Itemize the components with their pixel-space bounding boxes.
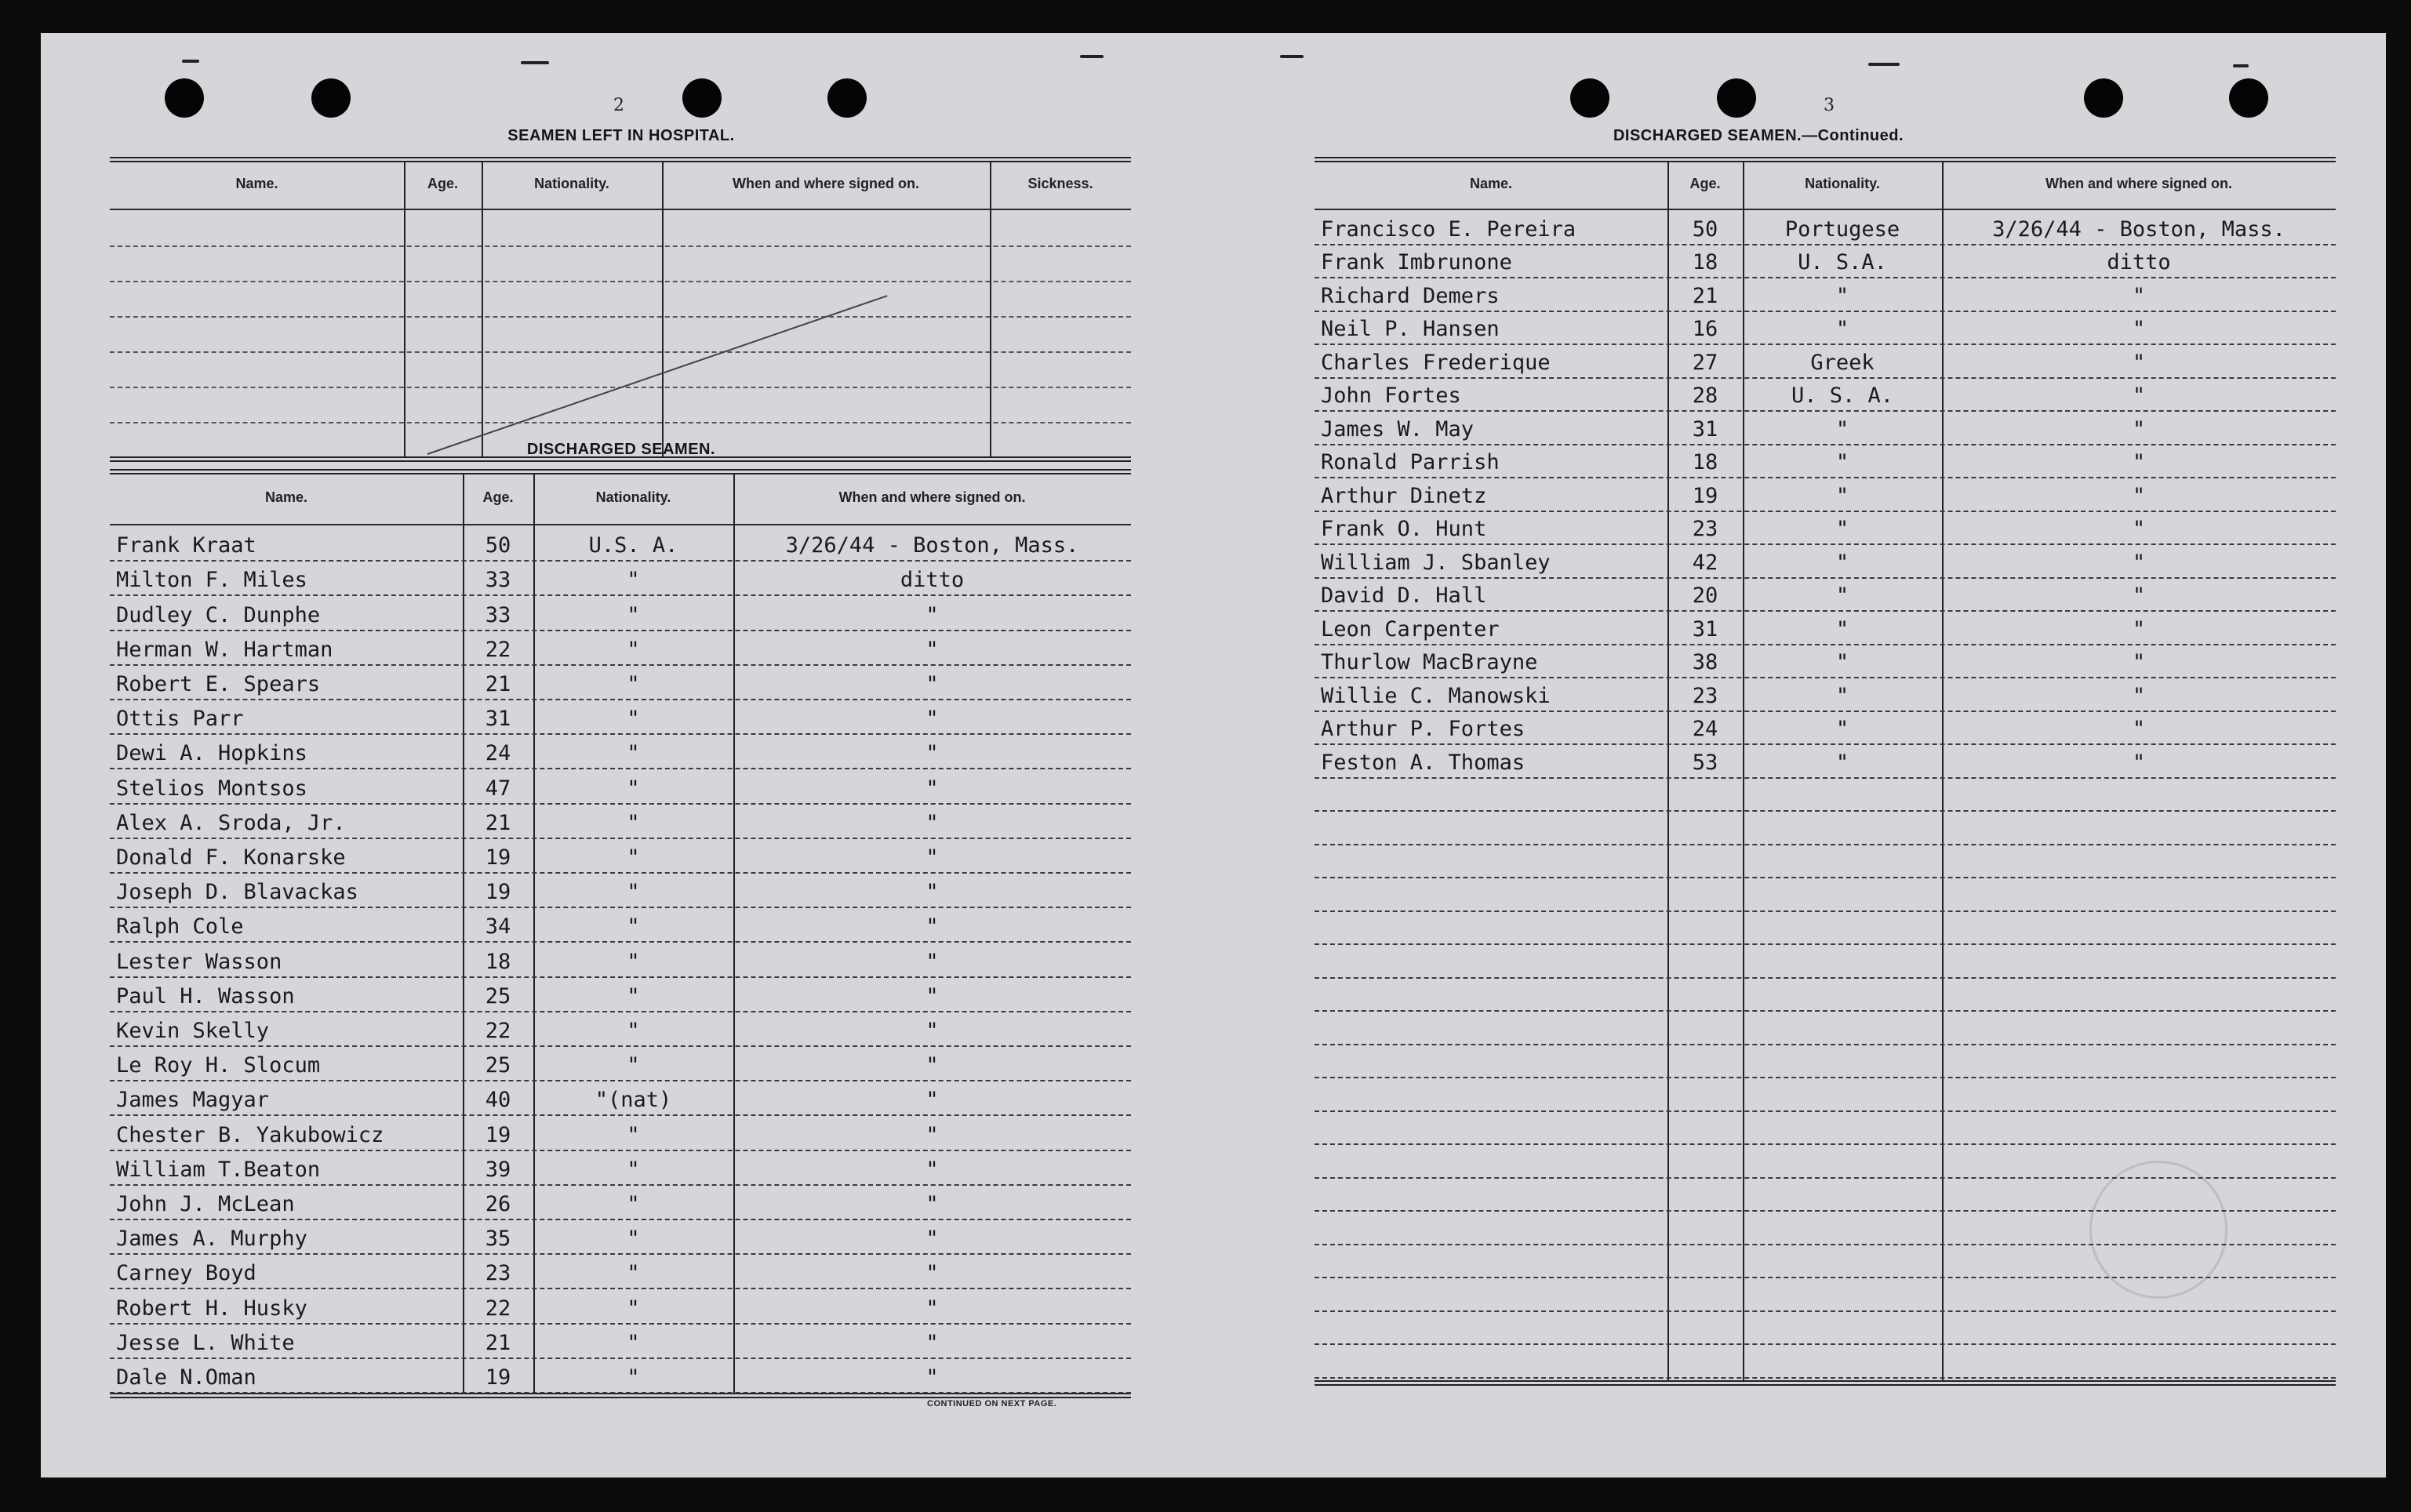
table-row <box>110 1219 1131 1255</box>
table-row <box>1315 410 2336 445</box>
col-header-signed-on: When and where signed on. <box>838 489 1026 505</box>
seaman-signed-on: " <box>2132 283 2146 308</box>
table-row <box>1315 844 2336 879</box>
seaman-name: Ronald Parrish <box>1321 450 1500 474</box>
table-row <box>110 1253 1131 1289</box>
table-row <box>110 1011 1131 1047</box>
table-row <box>1315 1044 2336 1079</box>
table-row <box>110 1150 1131 1186</box>
seaman-nationality: U. S.A. <box>1798 250 1887 274</box>
seaman-nationality: " <box>1835 683 1849 708</box>
table-row <box>1315 810 2336 845</box>
seaman-nationality: " <box>627 776 640 801</box>
seaman-age: 35 <box>485 1227 511 1252</box>
table-row <box>1315 377 2336 413</box>
seaman-name: James A. Murphy <box>116 1227 307 1252</box>
seaman-age: 23 <box>1692 517 1718 541</box>
col-header-name: Name. <box>235 176 278 191</box>
table-row <box>1315 777 2336 812</box>
seaman-age: 21 <box>485 1330 511 1355</box>
punch-hole-icon <box>2084 78 2123 118</box>
table-row <box>1315 610 2336 645</box>
seaman-nationality: U.S. A. <box>588 533 678 558</box>
seaman-nationality: " <box>1835 416 1849 442</box>
seaman-age: 24 <box>485 741 511 766</box>
seaman-nationality: " <box>627 741 640 766</box>
table-row <box>110 1080 1131 1116</box>
seaman-signed-on: " <box>925 637 939 662</box>
table-rule <box>110 1393 1131 1398</box>
seaman-signed-on: " <box>2132 517 2146 541</box>
ink-speck <box>1868 63 1900 66</box>
seaman-nationality: " <box>1835 450 1849 474</box>
column-divider <box>662 162 664 458</box>
seaman-age: 33 <box>485 568 511 593</box>
seaman-nationality: " <box>1835 650 1849 674</box>
discharged-continued-title: DISCHARGED SEAMEN.—Continued. <box>1613 127 1904 144</box>
table-row <box>1315 277 2336 312</box>
seaman-age: 21 <box>1692 283 1718 308</box>
seaman-age: 19 <box>485 1122 511 1147</box>
seaman-nationality: " <box>627 1053 640 1078</box>
seaman-age: 19 <box>485 1365 511 1390</box>
table-row <box>1315 210 2336 245</box>
seaman-signed-on: " <box>925 1088 939 1113</box>
seaman-signed-on: " <box>2132 550 2146 575</box>
table-rule <box>110 157 1131 162</box>
seaman-nationality: " <box>627 949 640 974</box>
seaman-signed-on: 3/26/44 - Boston, Mass. <box>785 533 1079 558</box>
seaman-name: Alex A. Sroda, Jr. <box>116 810 346 835</box>
seaman-nationality: " <box>627 845 640 870</box>
seaman-name: Ralph Cole <box>116 914 244 940</box>
table-row <box>110 664 1131 700</box>
seaman-nationality: " <box>627 568 640 593</box>
seaman-age: 42 <box>1692 550 1718 575</box>
table-row <box>110 1358 1131 1394</box>
seaman-nationality: " <box>627 707 640 732</box>
seaman-nationality: " <box>627 1296 640 1321</box>
table-row <box>1315 1310 2336 1346</box>
table-row <box>1315 743 2336 779</box>
table-row <box>1315 1143 2336 1179</box>
seaman-nationality: " <box>627 1122 640 1147</box>
table-row <box>1315 1177 2336 1212</box>
punch-hole-icon <box>2229 78 2268 118</box>
seaman-name: Dale N.Oman <box>116 1365 256 1390</box>
table-row <box>1315 343 2336 379</box>
table-row <box>1315 711 2336 746</box>
seaman-age: 18 <box>1692 450 1718 474</box>
table-row <box>1315 677 2336 712</box>
seaman-name: David D. Hall <box>1321 583 1487 608</box>
seaman-name: Dewi A. Hopkins <box>116 741 307 766</box>
punch-hole-icon <box>827 78 867 118</box>
seaman-nationality: " <box>627 602 640 627</box>
table-row <box>110 872 1131 908</box>
seaman-age: 28 <box>1692 383 1718 408</box>
seaman-name: William T.Beaton <box>116 1157 321 1182</box>
seaman-name: Frank Imbrunone <box>1321 250 1512 274</box>
seaman-age: 26 <box>485 1191 511 1216</box>
table-row <box>1315 543 2336 579</box>
seaman-name: Feston A. Thomas <box>1321 750 1526 775</box>
seaman-name: Joseph D. Blavackas <box>116 880 358 905</box>
seaman-name: Frank Kraat <box>116 533 256 558</box>
col-header-name: Name. <box>264 489 308 505</box>
table-row <box>110 976 1131 1012</box>
seaman-signed-on: 3/26/44 - Boston, Mass. <box>1992 216 2286 242</box>
table-row <box>1315 577 2336 612</box>
seaman-name: Robert H. Husky <box>116 1296 307 1321</box>
seaman-age: 23 <box>1692 683 1718 708</box>
seaman-name: Chester B. Yakubowicz <box>116 1122 384 1147</box>
seaman-name: Herman W. Hartman <box>116 637 333 662</box>
seaman-name: Arthur P. Fortes <box>1321 717 1526 741</box>
table-row <box>1315 1244 2336 1279</box>
seaman-name: Dudley C. Dunphe <box>116 602 321 627</box>
seaman-age: 25 <box>485 1053 511 1078</box>
seaman-name: Milton F. Miles <box>116 568 307 593</box>
table-row <box>1315 244 2336 279</box>
table-row <box>1315 877 2336 912</box>
seaman-signed-on: " <box>925 810 939 835</box>
seaman-signed-on: " <box>2132 450 2146 474</box>
table-row <box>110 768 1131 804</box>
col-header-signed-on: When and where signed on. <box>732 176 920 191</box>
table-row <box>110 1288 1131 1324</box>
seaman-age: 24 <box>1692 717 1718 741</box>
seaman-nationality: "(nat) <box>595 1088 672 1113</box>
seaman-nationality: " <box>1835 517 1849 541</box>
table-row <box>110 699 1131 735</box>
table-row <box>1315 977 2336 1012</box>
col-header-age: Age. <box>427 176 458 191</box>
column-divider <box>482 162 483 458</box>
seaman-name: John Fortes <box>1321 383 1461 408</box>
table-row <box>1315 444 2336 479</box>
ink-speck <box>182 60 199 63</box>
table-row <box>110 803 1131 839</box>
crew-list-document <box>41 33 2386 1477</box>
seaman-signed-on: " <box>925 949 939 974</box>
col-header-signed-on: When and where signed on. <box>2045 176 2233 191</box>
seaman-signed-on: " <box>925 671 939 696</box>
seaman-nationality: " <box>627 1191 640 1216</box>
table-row <box>1315 644 2336 679</box>
seaman-age: 22 <box>485 1018 511 1043</box>
seaman-signed-on: " <box>2132 317 2146 341</box>
col-header-sickness: Sickness. <box>1027 176 1093 191</box>
seaman-name: Frank O. Hunt <box>1321 517 1487 541</box>
discharged-table <box>110 469 1131 1399</box>
punch-hole-icon <box>165 78 204 118</box>
seaman-name: Neil P. Hansen <box>1321 317 1500 341</box>
seaman-nationality: " <box>1835 616 1849 642</box>
seaman-age: 22 <box>485 637 511 662</box>
ink-speck <box>521 61 549 64</box>
seaman-age: 19 <box>485 845 511 870</box>
table-row <box>1315 943 2336 979</box>
seaman-nationality: " <box>1835 483 1849 508</box>
seaman-name: Richard Demers <box>1321 283 1500 308</box>
seaman-name: James Magyar <box>116 1088 270 1113</box>
seaman-nationality: " <box>627 1018 640 1043</box>
seaman-signed-on: " <box>925 1122 939 1147</box>
table-row <box>110 1184 1131 1220</box>
seaman-signed-on: " <box>2132 750 2146 775</box>
seaman-signed-on: " <box>2132 350 2146 375</box>
table-row <box>110 594 1131 631</box>
table-row <box>110 1045 1131 1081</box>
blank-row <box>110 422 1131 423</box>
seaman-signed-on: " <box>925 1296 939 1321</box>
seaman-signed-on: " <box>925 1227 939 1252</box>
seaman-nationality: " <box>627 637 640 662</box>
seaman-nationality: " <box>627 671 640 696</box>
page-number: 2 <box>613 96 624 115</box>
seaman-signed-on: " <box>925 1191 939 1216</box>
seaman-name: Carney Boyd <box>116 1261 256 1286</box>
col-header-name: Name. <box>1469 176 1513 191</box>
seaman-name: Francisco E. Pereira <box>1321 216 1576 242</box>
seaman-nationality: " <box>627 1227 640 1252</box>
blank-row <box>110 351 1131 353</box>
seaman-nationality: Portugese <box>1784 216 1900 242</box>
seaman-nationality: " <box>1835 317 1849 341</box>
seaman-age: 50 <box>1692 216 1718 242</box>
continued-footnote: CONTINUED ON NEXT PAGE. <box>927 1399 1057 1408</box>
seaman-name: Leon Carpenter <box>1321 616 1500 642</box>
blank-row <box>110 316 1131 318</box>
column-divider <box>990 162 991 458</box>
seaman-signed-on: ditto <box>2107 250 2171 274</box>
seaman-nationality: " <box>1835 717 1849 741</box>
seaman-signed-on: " <box>925 776 939 801</box>
table-rule <box>110 469 1131 474</box>
seaman-name: Robert E. Spears <box>116 671 321 696</box>
seaman-nationality: U. S. A. <box>1791 383 1894 408</box>
blank-row <box>110 245 1131 247</box>
seaman-age: 22 <box>485 1296 511 1321</box>
seaman-age: 53 <box>1692 750 1718 775</box>
seaman-signed-on: " <box>2132 683 2146 708</box>
table-row <box>1315 1077 2336 1112</box>
seaman-age: 19 <box>1692 483 1718 508</box>
seaman-nationality: " <box>627 1157 640 1182</box>
seaman-age: 23 <box>485 1261 511 1286</box>
left-page <box>41 33 1209 1477</box>
seaman-age: 18 <box>1692 250 1718 274</box>
punch-hole-icon <box>1717 78 1756 118</box>
seaman-age: 40 <box>485 1088 511 1113</box>
ink-speck <box>2233 64 2249 67</box>
seaman-name: Jesse L. White <box>116 1330 295 1355</box>
seaman-age: 31 <box>485 707 511 732</box>
seaman-signed-on: " <box>925 1018 939 1043</box>
table-rule <box>1315 1380 2336 1386</box>
table-row <box>1315 910 2336 946</box>
table-row <box>110 733 1131 769</box>
seaman-name: Kevin Skelly <box>116 1018 270 1043</box>
seaman-signed-on: " <box>925 983 939 1009</box>
table-row <box>1315 1110 2336 1146</box>
table-row <box>1315 1343 2336 1379</box>
seaman-signed-on: " <box>2132 616 2146 642</box>
seaman-nationality: " <box>627 810 640 835</box>
table-row <box>1315 511 2336 546</box>
table-row <box>110 907 1131 943</box>
seaman-name: Le Roy H. Slocum <box>116 1053 321 1078</box>
seaman-signed-on: " <box>2132 650 2146 674</box>
seaman-age: 31 <box>1692 616 1718 642</box>
seaman-age: 47 <box>485 776 511 801</box>
seaman-name: William J. Sbanley <box>1321 550 1551 575</box>
punch-hole-icon <box>311 78 351 118</box>
seaman-signed-on: " <box>2132 483 2146 508</box>
seaman-age: 20 <box>1692 583 1718 608</box>
table-row <box>110 630 1131 666</box>
seaman-name: James W. May <box>1321 416 1475 442</box>
discharged-continued-table <box>1315 157 2336 1387</box>
seaman-age: 31 <box>1692 416 1718 442</box>
seaman-age: 27 <box>1692 350 1718 375</box>
seaman-signed-on: " <box>925 707 939 732</box>
blank-row <box>110 281 1131 282</box>
table-row <box>110 525 1131 562</box>
seaman-age: 39 <box>485 1157 511 1182</box>
seaman-signed-on: ditto <box>900 568 965 593</box>
seaman-age: 25 <box>485 983 511 1009</box>
seaman-signed-on: " <box>925 914 939 940</box>
seaman-age: 50 <box>485 533 511 558</box>
table-row <box>1315 1210 2336 1245</box>
seaman-signed-on: " <box>2132 383 2146 408</box>
seaman-signed-on: " <box>925 845 939 870</box>
table-row <box>110 560 1131 596</box>
right-page <box>1249 33 2386 1477</box>
table-row <box>1315 1010 2336 1045</box>
table-row <box>1315 477 2336 512</box>
table-row <box>1315 311 2336 346</box>
seaman-name: Willie C. Manowski <box>1321 683 1551 708</box>
seaman-name: Thurlow MacBrayne <box>1321 650 1538 674</box>
seaman-nationality: " <box>1835 550 1849 575</box>
seaman-name: Paul H. Wasson <box>116 983 295 1009</box>
punch-hole-icon <box>1570 78 1609 118</box>
table-row <box>110 838 1131 874</box>
table-row <box>110 1114 1131 1150</box>
ink-speck <box>1080 55 1104 58</box>
seaman-age: 34 <box>485 914 511 940</box>
seaman-nationality: " <box>627 1261 640 1286</box>
seaman-nationality: " <box>627 880 640 905</box>
seaman-age: 38 <box>1692 650 1718 674</box>
seaman-nationality: " <box>1835 583 1849 608</box>
col-header-nationality: Nationality. <box>595 489 671 505</box>
col-header-age: Age. <box>482 489 514 505</box>
seaman-nationality: " <box>627 1330 640 1355</box>
seaman-nationality: " <box>1835 750 1849 775</box>
seaman-age: 33 <box>485 602 511 627</box>
seaman-name: Arthur Dinetz <box>1321 483 1487 508</box>
seaman-age: 18 <box>485 949 511 974</box>
header-rule <box>110 209 1131 210</box>
table-row <box>1315 1277 2336 1312</box>
col-header-nationality: Nationality. <box>534 176 609 191</box>
hospital-section-title: SEAMEN LEFT IN HOSPITAL. <box>507 127 735 144</box>
seaman-signed-on: " <box>925 1330 939 1355</box>
col-header-age: Age. <box>1689 176 1721 191</box>
seaman-nationality: " <box>627 1365 640 1390</box>
seaman-signed-on: " <box>2132 717 2146 741</box>
seaman-signed-on: " <box>925 602 939 627</box>
cancellation-stroke <box>427 295 888 455</box>
seaman-signed-on: " <box>2132 416 2146 442</box>
seaman-name: Lester Wasson <box>116 949 282 974</box>
hospital-table <box>110 157 1131 463</box>
seaman-signed-on: " <box>2132 583 2146 608</box>
col-header-nationality: Nationality. <box>1805 176 1880 191</box>
seaman-signed-on: " <box>925 1053 939 1078</box>
seaman-signed-on: " <box>925 880 939 905</box>
seaman-age: 16 <box>1692 317 1718 341</box>
seaman-name: Donald F. Konarske <box>116 845 346 870</box>
table-row <box>110 1323 1131 1359</box>
seaman-nationality: " <box>627 983 640 1009</box>
seaman-name: Charles Frederique <box>1321 350 1551 375</box>
table-row <box>110 941 1131 977</box>
seaman-signed-on: " <box>925 1261 939 1286</box>
seaman-signed-on: " <box>925 1157 939 1182</box>
seaman-age: 21 <box>485 810 511 835</box>
discharged-section-title: DISCHARGED SEAMEN. <box>526 441 716 458</box>
seaman-nationality: " <box>1835 283 1849 308</box>
punch-hole-icon <box>682 78 722 118</box>
seaman-signed-on: " <box>925 741 939 766</box>
seaman-age: 19 <box>485 880 511 905</box>
table-rule <box>1315 157 2336 162</box>
seaman-name: John J. McLean <box>116 1191 295 1216</box>
seaman-name: Stelios Montsos <box>116 776 307 801</box>
seaman-nationality: " <box>627 914 640 940</box>
seaman-signed-on: " <box>925 1365 939 1390</box>
column-divider <box>404 162 405 458</box>
seaman-name: Ottis Parr <box>116 707 244 732</box>
seaman-age: 21 <box>485 671 511 696</box>
page-number: 3 <box>1824 96 1835 115</box>
seaman-nationality: Greek <box>1810 350 1875 375</box>
ink-speck <box>1280 55 1304 58</box>
